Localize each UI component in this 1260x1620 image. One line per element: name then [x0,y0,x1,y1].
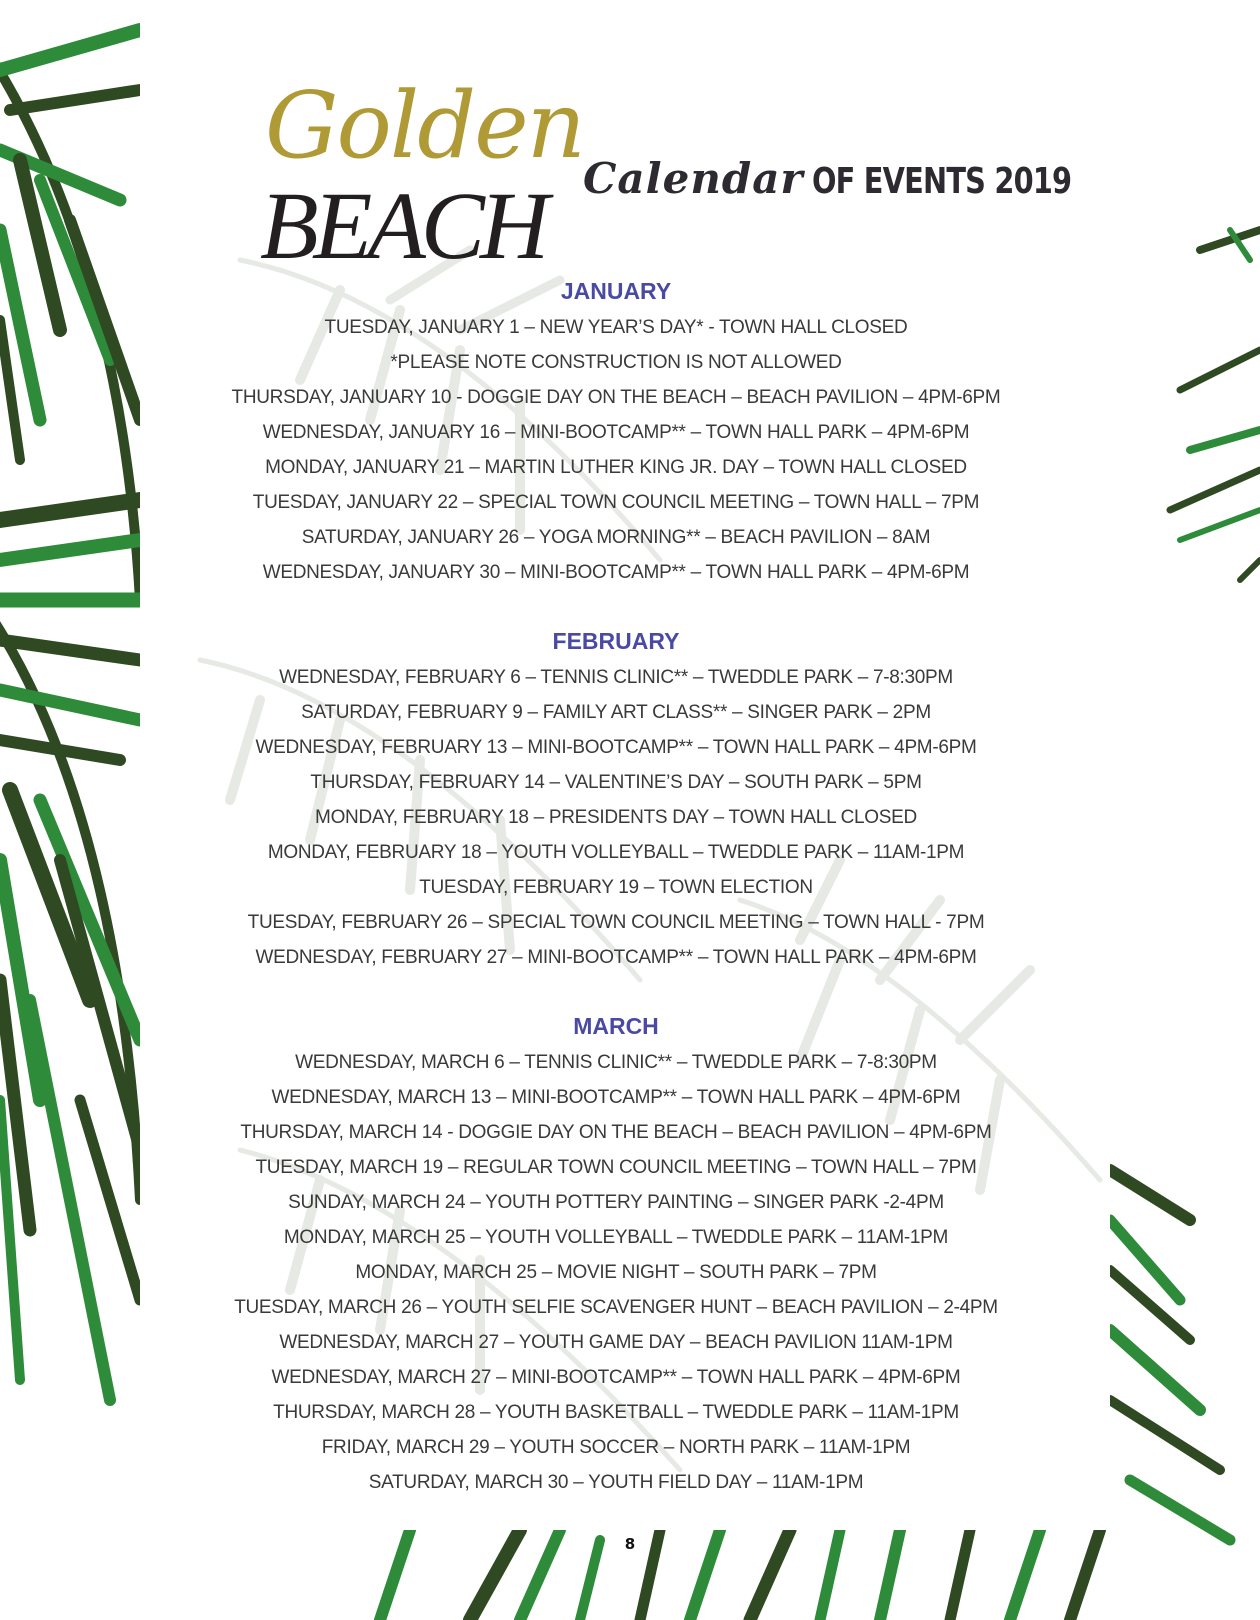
month-heading: JANUARY [560,278,672,304]
logo-golden: Golden [265,72,584,179]
event-item: MONDAY, MARCH 25 – YOUTH VOLLEYBALL – TWEDDLE PARK – 11AM-1PM [283,1227,949,1248]
event-item: THURSDAY, JANUARY 10 - DOGGIE DAY ON THE BEACH – BEACH PAVILION – 4PM-6PM [231,387,1001,408]
event-item: THURSDAY, FEBRUARY 14 – VALENTINE’S DAY – SOUTH PARK – 5PM [310,772,922,793]
event-item: TUESDAY, JANUARY 22 – SPECIAL TOWN COUNCIL MEETING – TOWN HALL – 7PM [252,492,980,513]
event-item: WEDNESDAY, FEBRUARY 27 – MINI-BOOTCAMP** – TOWN HALL PARK – 4PM-6PM [255,947,977,968]
event-item: TUESDAY, MARCH 19 – REGULAR TOWN COUNCIL MEETING – TOWN HALL – 7PM [255,1157,977,1178]
event-list [230,660,1002,975]
title-calendar-word: Calendar [583,154,804,203]
event-item: THURSDAY, MARCH 28 – YOUTH BASKETBALL – TWEDDLE PARK – 11AM-1PM [273,1402,959,1423]
event-item: WEDNESDAY, JANUARY 16 – MINI-BOOTCAMP** – TOWN HALL PARK – 4PM-6PM [262,422,970,443]
event-item: WEDNESDAY, MARCH 27 – MINI-BOOTCAMP** – TOWN HALL PARK – 4PM-6PM [271,1367,961,1388]
right-palm-fronds [1110,230,1260,1540]
page-header [0,0,1260,279]
event-list [230,1045,1002,1500]
bottom-palm-fronds [380,1530,1100,1620]
logo-beach: BEACH [260,172,545,279]
golden-beach-logo [220,72,584,279]
event-item: MONDAY, JANUARY 21 – MARTIN LUTHER KING JR. DAY – TOWN HALL CLOSED [265,457,967,478]
month-section-january [230,273,1002,590]
month-section-february [230,623,1002,975]
event-item: WEDNESDAY, JANUARY 30 – MINI-BOOTCAMP** – TOWN HALL PARK – 4PM-6PM [262,562,970,583]
page-title [583,154,1136,203]
event-item: SUNDAY, MARCH 24 – YOUTH POTTERY PAINTING – SINGER PARK -2-4PM [288,1192,944,1213]
event-item: TUESDAY, FEBRUARY 26 – SPECIAL TOWN COUNCIL MEETING – TOWN HALL - 7PM [247,912,985,933]
event-item: WEDNESDAY, FEBRUARY 6 – TENNIS CLINIC** – TWEDDLE PARK – 7-8:30PM [279,667,953,688]
event-item: THURSDAY, MARCH 14 - DOGGIE DAY ON THE BEACH – BEACH PAVILION – 4PM-6PM [240,1122,992,1143]
event-item: SATURDAY, MARCH 30 – YOUTH FIELD DAY – 11AM-1PM [368,1472,864,1493]
event-item: TUESDAY, MARCH 26 – YOUTH SELFIE SCAVENGER HUNT – BEACH PAVILION – 2-4PM [234,1297,998,1318]
month-section-march [230,1008,1002,1500]
month-heading: MARCH [573,1013,659,1039]
event-list [230,310,1002,590]
event-item: TUESDAY, JANUARY 1 – NEW YEAR’S DAY* - TOWN HALL CLOSED [324,317,908,338]
month-heading: FEBRUARY [552,628,680,654]
event-item: SATURDAY, JANUARY 26 – YOGA MORNING** – BEACH PAVILION – 8AM [301,527,931,548]
page-number: 8 [624,1535,636,1553]
event-item: MONDAY, FEBRUARY 18 – PRESIDENTS DAY – TOWN HALL CLOSED [315,807,917,828]
event-item: WEDNESDAY, MARCH 6 – TENNIS CLINIC** – TWEDDLE PARK – 7-8:30PM [295,1052,937,1073]
title-events-word: OF EVENTS 2019 [811,161,1071,202]
event-item: FRIDAY, MARCH 29 – YOUTH SOCCER – NORTH PARK – 11AM-1PM [321,1437,911,1458]
event-item: TUESDAY, FEBRUARY 19 – TOWN ELECTION [419,877,813,898]
event-item: *PLEASE NOTE CONSTRUCTION IS NOT ALLOWED [390,352,842,373]
event-item: MONDAY, FEBRUARY 18 – YOUTH VOLLEYBALL – TWEDDLE PARK – 11AM-1PM [267,842,965,863]
event-item: WEDNESDAY, MARCH 27 – YOUTH GAME DAY – BEACH PAVILION 11AM-1PM [279,1332,953,1353]
event-item: WEDNESDAY, FEBRUARY 13 – MINI-BOOTCAMP** – TOWN HALL PARK – 4PM-6PM [255,737,977,758]
event-item: MONDAY, MARCH 25 – MOVIE NIGHT – SOUTH PARK – 7PM [355,1262,877,1283]
event-item: SATURDAY, FEBRUARY 9 – FAMILY ART CLASS** – SINGER PARK – 2PM [301,702,931,723]
event-item: WEDNESDAY, MARCH 13 – MINI-BOOTCAMP** – TOWN HALL PARK – 4PM-6PM [271,1087,961,1108]
